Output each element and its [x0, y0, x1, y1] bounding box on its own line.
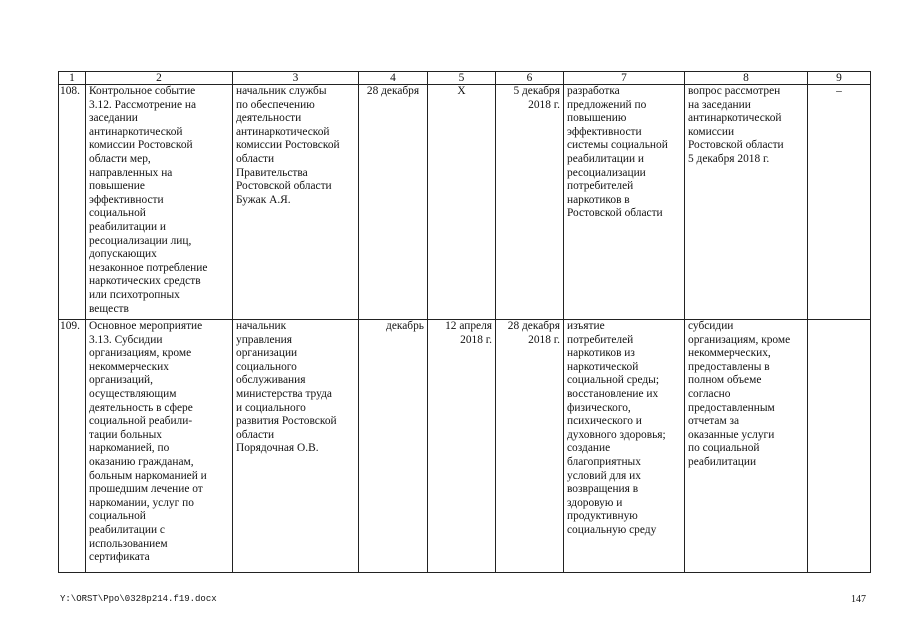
- table-row: [59, 85, 871, 320]
- expected-result-cell: разработка предложений по повышению эффективности системы социальной реабилитации и ресоциализации потребителей наркотиков в Ростовской области: [564, 85, 685, 320]
- planned-date-cell: 28 декабря: [359, 85, 428, 320]
- expected-result-cell: изъятие потребителей наркотиков из наркотической социальной среды; восстановление их физического, психического и духовного здоровья; создание благоприятных условий для их возвращения в здоровую и продуктивную социальную среду: [564, 320, 685, 573]
- header-cell-6: 6: [496, 72, 564, 85]
- header-cell-8: 8: [685, 72, 808, 85]
- header-cell-2: 2: [86, 72, 233, 85]
- planned-date-cell: декабрь: [359, 320, 428, 573]
- header-cell-1: 1: [59, 72, 86, 85]
- notes-cell: [808, 320, 871, 573]
- header-row: [59, 72, 871, 85]
- table-row: [59, 320, 871, 573]
- actual-result-cell: вопрос рассмотрен на заседании антинаркотической комиссии Ростовской области 5 декабря 2018 г.: [685, 85, 808, 320]
- row-number: 108.: [59, 85, 86, 320]
- start-date-cell: X: [428, 85, 496, 320]
- header-cell-3: 3: [233, 72, 359, 85]
- start-date-cell: 12 апреля 2018 г.: [428, 320, 496, 573]
- notes-cell: –: [808, 85, 871, 320]
- header-cell-7: 7: [564, 72, 685, 85]
- responsible-cell: начальник службы по обеспечению деятельности антинаркотической комиссии Ростовской области Правительства Ростовской области Бужак А.Я.: [233, 85, 359, 320]
- header-cell-9: 9: [808, 72, 871, 85]
- report-table: [58, 71, 871, 573]
- file-path: Y:\ORST\Ppo\0328p214.f19.docx: [60, 594, 217, 604]
- event-cell: Контрольное событие 3.12. Рассмотрение на заседании антинаркотической комиссии Ростовской области мер, направленных на повышение эффективности социальной реабилитации и ресоциализации лиц, допускающих незаконное потребление наркотических средств или психотропных веществ: [86, 85, 233, 320]
- end-date-cell: 28 декабря 2018 г.: [496, 320, 564, 573]
- page-number: 147: [851, 594, 866, 605]
- row-number: 109.: [59, 320, 86, 573]
- end-date-cell: 5 декабря 2018 г.: [496, 85, 564, 320]
- responsible-cell: начальник управления организации социального обслуживания министерства труда и социального развития Ростовской области Порядочная О.В.: [233, 320, 359, 573]
- header-cell-5: 5: [428, 72, 496, 85]
- header-cell-4: 4: [359, 72, 428, 85]
- actual-result-cell: субсидии организациям, кроме некоммерческих, предоставлены в полном объеме согласно предоставленным отчетам за оказанные услуги по социальной реабилитации: [685, 320, 808, 573]
- event-cell: Основное мероприятие 3.13. Субсидии организациям, кроме некоммерческих организаций, осуществляющим деятельность в сфере социальной реабили- тации больных наркоманией, по оказанию гражданам, больным наркоманией и прошедшим лечение от наркомании, услуг по социальной реабилитации с использованием сертификата: [86, 320, 233, 573]
